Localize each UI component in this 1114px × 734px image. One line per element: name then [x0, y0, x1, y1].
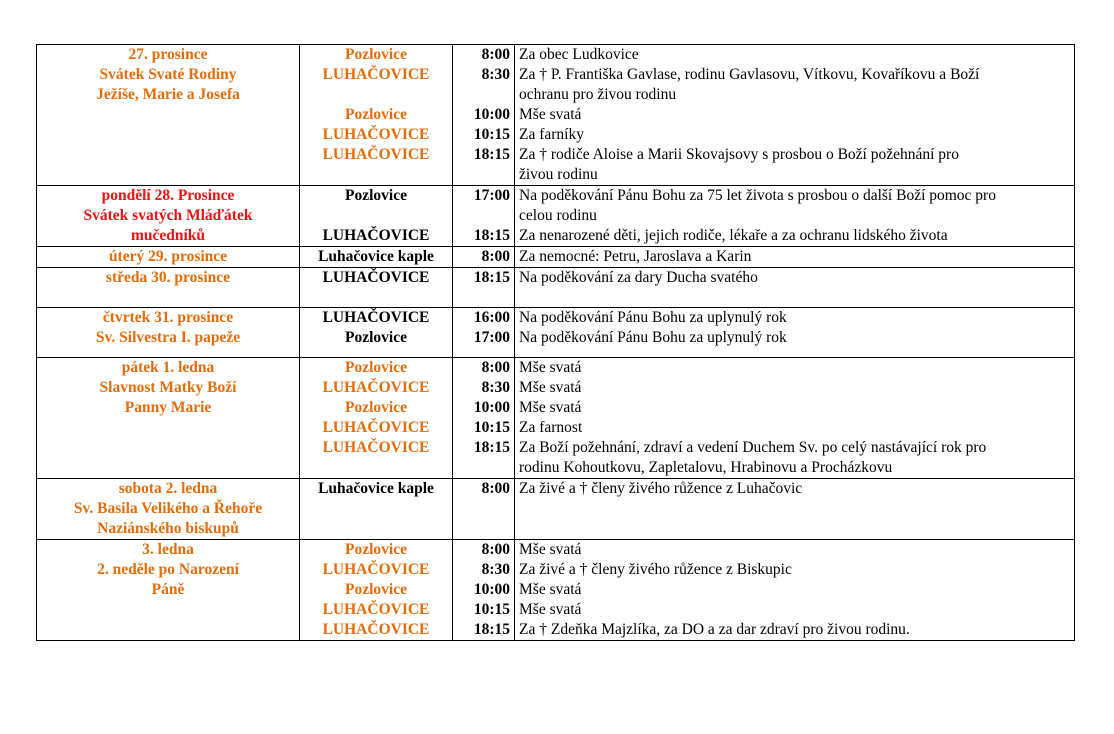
- intention-cell: [515, 540, 1075, 641]
- place-cell: [300, 308, 453, 358]
- schedule-row: [37, 268, 1075, 308]
- time-cell: [453, 540, 515, 641]
- day-label-line: středa 30. prosince: [105, 269, 231, 286]
- intention-text: rodinu Kohoutkovu, Zapletalovu, Hrabinovu a Procházkovu: [519, 459, 893, 476]
- place-name: [304, 206, 448, 226]
- intention-text: Za obec Ludkovice: [519, 46, 639, 63]
- day-label-line: Páně: [151, 581, 185, 598]
- mass-time: 8:00: [481, 480, 510, 497]
- day-label-line: Panny Marie: [124, 399, 212, 416]
- intention-text: Za farníky: [519, 126, 584, 143]
- day-cell: [37, 247, 300, 268]
- intention-text: Mše svatá: [519, 541, 582, 558]
- place-name: LUHAČOVICE: [322, 601, 430, 618]
- day-cell: [37, 45, 300, 186]
- day-cell: [37, 268, 300, 308]
- day-cell: [37, 308, 300, 358]
- place-name: LUHAČOVICE: [322, 66, 430, 83]
- intention-text: Za Boží požehnání, zdraví a vedení Duchem Sv. po celý nastávající rok pro: [519, 439, 987, 456]
- mass-time: [457, 85, 510, 105]
- place-name: LUHAČOVICE: [322, 146, 430, 163]
- mass-time: 10:15: [473, 419, 510, 436]
- place-cell: [300, 45, 453, 186]
- day-cell: [37, 358, 300, 479]
- day-cell: [37, 540, 300, 641]
- place-name: LUHAČOVICE: [322, 561, 430, 578]
- schedule-row: [37, 308, 1075, 358]
- day-label-line: mučedníků: [130, 227, 206, 244]
- day-label-line: Svátek svatých Mláďátek: [83, 207, 253, 224]
- day-label-line: pondělí 28. Prosince: [101, 187, 235, 204]
- mass-time: 10:15: [473, 126, 510, 143]
- place-name: Luhačovice kaple: [318, 248, 434, 265]
- intention-text: Za † P. Františka Gavlase, rodinu Gavlasovu, Vítkovu, Kovaříkovu a Boží: [519, 66, 980, 83]
- day-label-line: 2. neděle po Narození: [97, 561, 239, 578]
- intention-text: živou rodinu: [519, 166, 598, 183]
- intention-cell: [515, 45, 1075, 186]
- time-cell: [453, 479, 515, 540]
- schedule-row: [37, 479, 1075, 540]
- mass-time: 18:15: [473, 146, 510, 163]
- intention-text: Za živé a † členy živého růžence z Luhačovic: [519, 480, 803, 497]
- mass-time: [457, 206, 510, 226]
- mass-time: 18:15: [473, 439, 510, 456]
- intention-text: Za nemocné: Petru, Jaroslava a Karin: [519, 248, 752, 265]
- mass-time: 10:00: [473, 581, 510, 598]
- intention-text: Mše svatá: [519, 581, 582, 598]
- day-label-line: Sv. Silvestra I. papeže: [95, 329, 241, 346]
- intention-text: celou rodinu: [519, 207, 597, 224]
- intention-text: Za † rodiče Aloise a Marii Skovajsovy s prosbou o Boží požehnání pro: [519, 146, 959, 163]
- time-cell: [453, 268, 515, 308]
- mass-time: 8:00: [481, 541, 510, 558]
- schedule-row: [37, 45, 1075, 186]
- day-cell: [37, 479, 300, 540]
- intention-text: Na poděkování Pánu Bohu za uplynulý rok: [519, 309, 787, 326]
- place-name: LUHAČOVICE: [322, 419, 430, 436]
- day-label-line: Sv. Basila Velikého a Řehoře: [73, 500, 263, 517]
- time-cell: [453, 247, 515, 268]
- intention-cell: [515, 308, 1075, 358]
- day-label-line: Naziánského biskupů: [97, 520, 239, 537]
- place-name: Pozlovice: [345, 329, 407, 346]
- place-name: LUHAČOVICE: [322, 379, 430, 396]
- mass-time: 8:00: [481, 248, 510, 265]
- place-cell: [300, 268, 453, 308]
- mass-time: 10:15: [473, 601, 510, 618]
- day-label-line: úterý 29. prosince: [108, 248, 228, 265]
- day-label-line: 27. prosince: [128, 46, 208, 63]
- mass-time: 18:15: [473, 621, 510, 638]
- intention-cell: [515, 358, 1075, 479]
- place-name: Pozlovice: [345, 46, 407, 63]
- mass-time: 8:00: [481, 359, 510, 376]
- mass-time: 18:15: [473, 269, 510, 286]
- intention-text: Na poděkování Pánu Bohu za 75 let života s prosbou o další Boží pomoc pro: [519, 187, 996, 204]
- intention-text: ochranu pro živou rodinu: [519, 86, 677, 103]
- day-label-line: Svátek Svaté Rodiny: [99, 66, 237, 83]
- mass-time: 8:30: [481, 66, 510, 83]
- place-name: Pozlovice: [345, 541, 407, 558]
- time-cell: [453, 186, 515, 247]
- intention-cell: [515, 268, 1075, 308]
- place-name: Pozlovice: [345, 399, 407, 416]
- place-name: Pozlovice: [345, 187, 407, 204]
- schedule-row: [37, 247, 1075, 268]
- place-cell: [300, 479, 453, 540]
- schedule-body: [37, 45, 1075, 641]
- mass-time: 16:00: [473, 309, 510, 326]
- intention-text: Mše svatá: [519, 379, 582, 396]
- mass-time: 18:15: [473, 227, 510, 244]
- schedule-row: [37, 358, 1075, 479]
- intention-text: Za nenarozené děti, jejich rodiče, lékaře a za ochranu lidského života: [519, 227, 948, 244]
- time-cell: [453, 45, 515, 186]
- place-cell: [300, 358, 453, 479]
- day-label-line: 3. ledna: [142, 541, 194, 558]
- place-cell: [300, 247, 453, 268]
- mass-time: 10:00: [473, 106, 510, 123]
- place-name: Pozlovice: [345, 581, 407, 598]
- time-cell: [453, 308, 515, 358]
- schedule-row: [37, 540, 1075, 641]
- mass-schedule-table: [36, 44, 1075, 641]
- intention-text: Za † Zdeňka Majzlíka, za DO a za dar zdraví pro živou rodinu.: [519, 621, 910, 638]
- intention-text: Mše svatá: [519, 601, 582, 618]
- day-label-line: Slavnost Matky Boží: [99, 379, 237, 396]
- intention-text: Mše svatá: [519, 106, 582, 123]
- intention-text: Na poděkování Pánu Bohu za uplynulý rok: [519, 329, 787, 346]
- day-label-line: sobota 2. ledna: [118, 480, 218, 497]
- mass-time: 8:00: [481, 46, 510, 63]
- schedule-row: [37, 186, 1075, 247]
- intention-text: Mše svatá: [519, 359, 582, 376]
- place-name: LUHAČOVICE: [322, 126, 430, 143]
- day-label-line: Ježíše, Marie a Josefa: [96, 86, 240, 103]
- place-name: LUHAČOVICE: [322, 439, 430, 456]
- place-name: LUHAČOVICE: [322, 621, 430, 638]
- day-label-line: pátek 1. ledna: [121, 359, 215, 376]
- intention-text: Za živé a † členy živého růžence z Biskupic: [519, 561, 792, 578]
- intention-cell: [515, 247, 1075, 268]
- intention-cell: [515, 186, 1075, 247]
- day-cell: [37, 186, 300, 247]
- mass-time: 8:30: [481, 379, 510, 396]
- place-name: [304, 85, 448, 105]
- place-cell: [300, 186, 453, 247]
- intention-text: Mše svatá: [519, 399, 582, 416]
- place-name: Pozlovice: [345, 359, 407, 376]
- place-name: Luhačovice kaple: [318, 480, 434, 497]
- intention-cell: [515, 479, 1075, 540]
- time-cell: [453, 358, 515, 479]
- place-name: LUHAČOVICE: [322, 269, 430, 286]
- mass-time: 17:00: [473, 329, 510, 346]
- place-name: LUHAČOVICE: [322, 227, 430, 244]
- day-label-line: čtvrtek 31. prosince: [102, 309, 234, 326]
- place-cell: [300, 540, 453, 641]
- place-name: LUHAČOVICE: [322, 309, 430, 326]
- intention-text: Na poděkování za dary Ducha svatého: [519, 269, 758, 286]
- mass-time: 17:00: [473, 187, 510, 204]
- place-name: Pozlovice: [345, 106, 407, 123]
- mass-time: 10:00: [473, 399, 510, 416]
- intention-text: Za farnost: [519, 419, 583, 436]
- mass-time: 8:30: [481, 561, 510, 578]
